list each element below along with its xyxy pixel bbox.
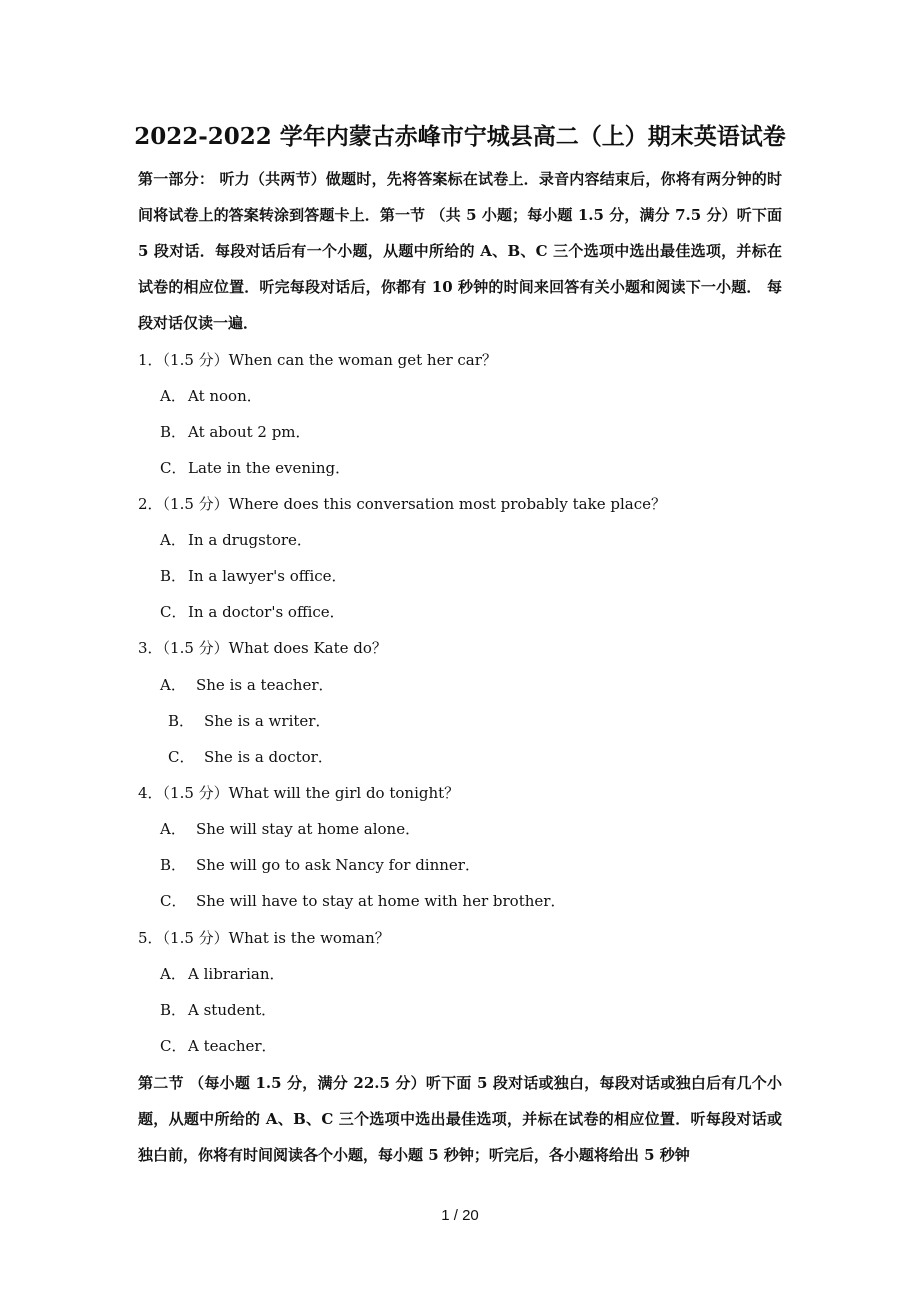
question-1 <box>138 350 497 370</box>
question-4 <box>138 783 459 803</box>
option-text: She is a writer． <box>204 712 331 730</box>
question-score: （1.5 分） <box>162 351 229 369</box>
option-5c <box>160 1036 277 1056</box>
question-text: What does Kate do？ <box>228 639 387 657</box>
option-letter: C． <box>160 1037 187 1055</box>
option-text: At noon． <box>188 387 262 405</box>
option-letter: B． <box>160 567 187 585</box>
option-text: She will go to ask Nancy for dinner． <box>196 856 480 874</box>
option-letter: A． <box>160 387 186 405</box>
option-2a <box>160 530 312 550</box>
option-letter: B． <box>160 423 187 441</box>
page-title: 2022-2022 学年内蒙古赤峰市宁城县高二（上）期末英语试卷 <box>134 123 786 150</box>
option-1b <box>160 422 311 442</box>
question-number: 2． <box>138 495 163 513</box>
option-text: She is a doctor． <box>204 748 333 766</box>
option-text: She will stay at home alone． <box>196 820 421 838</box>
option-3a <box>160 675 334 695</box>
option-2c <box>160 602 345 622</box>
section2-instructions: 第二节 （每小题 1.5 分，满分 22.5 分）听下面 5 段对话或独白，每段对话或独白后有几个小题，从题中所给的 A、B、C 三个选项中选出最佳选项，并标在试卷的相应位置．听每段对话或独白前，你将有时间阅读各个小题，每小题 5 秒钟；听完后，各小题将给出 5 秒钟 <box>138 1074 782 1164</box>
question-text: Where does this conversation most probably take place？ <box>228 495 666 513</box>
option-text: A teacher． <box>188 1037 277 1055</box>
option-text: In a drugstore． <box>188 531 312 549</box>
option-1c <box>160 458 350 478</box>
option-letter: B． <box>168 712 195 730</box>
option-4b <box>160 855 480 875</box>
option-4a <box>160 819 420 839</box>
question-number: 1． <box>138 351 163 369</box>
option-text: In a doctor's office． <box>188 603 345 621</box>
part1-instructions: 第一部分： 听力（共两节）做题时，先将答案标在试卷上．录音内容结束后，你将有两分钟的时间将试卷上的答案转涂到答题卡上．第一节 （共 5 小题；每小题 1.5 分，满分 7.5 分）听下面 5 段对话．每段对话后有一个小题，从题中所给的 A、B、C 三个选项中选出最佳选项，并标在试卷的相应位置．听完每段对话后，你都有 10 秒钟的时间来回答有关小题和阅读下一小题． 每段对话仅读一遍． <box>138 170 782 332</box>
option-letter: B． <box>160 856 187 874</box>
option-text: A student． <box>188 1001 277 1019</box>
option-text: She is a teacher． <box>196 676 334 694</box>
option-letter: A． <box>160 676 186 694</box>
option-3b <box>168 711 330 731</box>
option-text: A librarian． <box>188 965 285 983</box>
option-letter: A． <box>160 820 186 838</box>
option-letter: B． <box>160 1001 187 1019</box>
question-score: （1.5 分） <box>162 929 229 947</box>
option-1a <box>160 386 262 406</box>
option-5b <box>160 1000 276 1020</box>
option-4c <box>160 891 565 911</box>
option-text: At about 2 pm． <box>188 423 311 441</box>
option-3c <box>168 747 333 767</box>
question-2 <box>138 494 666 514</box>
question-score: （1.5 分） <box>162 639 229 657</box>
question-5 <box>138 928 390 948</box>
question-score: （1.5 分） <box>162 784 229 802</box>
question-score: （1.5 分） <box>162 495 229 513</box>
option-letter: A． <box>160 531 186 549</box>
option-2b <box>160 566 347 586</box>
option-letter: A． <box>160 965 186 983</box>
option-letter: C． <box>160 459 187 477</box>
option-text: Late in the evening． <box>188 459 351 477</box>
question-text: What is the woman？ <box>228 929 390 947</box>
question-number: 3． <box>138 639 163 657</box>
option-text: She will have to stay at home with her brother． <box>196 892 566 910</box>
option-letter: C． <box>168 748 195 766</box>
option-5a <box>160 964 284 984</box>
question-number: 5． <box>138 929 163 947</box>
question-3 <box>138 638 387 658</box>
question-number: 4． <box>138 784 163 802</box>
question-text: When can the woman get her car？ <box>228 351 497 369</box>
question-text: What will the girl do tonight？ <box>228 784 460 802</box>
option-letter: C． <box>160 603 187 621</box>
page-number: 1 / 20 <box>441 1207 479 1224</box>
option-text: In a lawyer's office． <box>188 567 347 585</box>
option-letter: C． <box>160 892 187 910</box>
